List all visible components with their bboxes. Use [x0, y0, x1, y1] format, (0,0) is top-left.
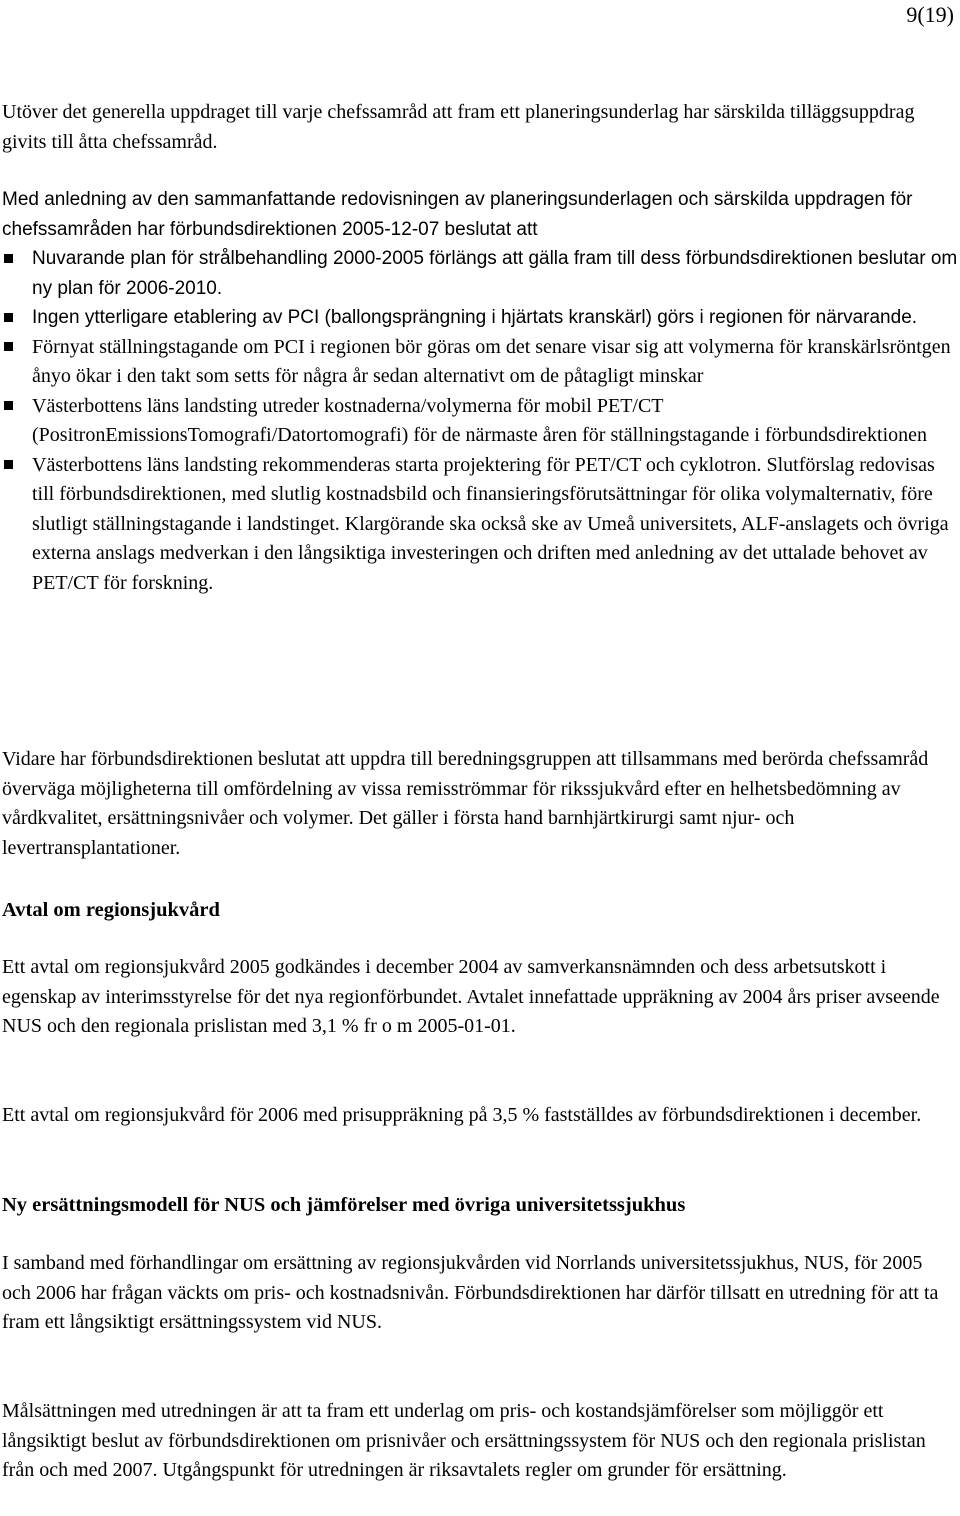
bullet-item [2, 451, 958, 599]
heading-avtal-om-regionsjukvard: Avtal om regionsjukvård [2, 899, 220, 921]
decision-bullet-list [2, 244, 958, 598]
square-bullet-icon [4, 401, 13, 410]
avtal-paragraph-1: Ett avtal om regionsjukvård 2005 godkändes i december 2004 av samverkansnämnden och dess arbetsutskott i egenskap av interimsstyrelse för det nya regionförbundet. Avtalet innefattade uppräkning av 2004 års priser avseende NUS och den regionala prislistan med 3,1 % fr o m 2005-01-01. [2, 956, 940, 1037]
square-bullet-icon [4, 460, 13, 469]
bullet-text: Nuvarande plan för strålbehandling 2000-2005 förlängs att gälla fram till dess förbundsdirektionen beslutar om ny plan för 2006-2010. [32, 248, 958, 299]
bullet-item [2, 333, 958, 392]
bullet-text: Västerbottens läns landsting utreder kostnaderna/volymerna för mobil PET/CT (PositronEmissionsTomografi/Datortomografi) för de närmaste åren för ställningstagande i förbundsdirektionen [32, 394, 928, 446]
rikssjukvard-paragraph: Vidare har förbundsdirektionen beslutat att uppdra till beredningsgruppen att tillsammans med berörda chefssamråd överväga möjligheterna till omfördelning av vissa remisströmmar för rikssjukvård efter en helhetsbedömning av vårdkvalitet, ersättningsnivåer och volymer. Det gäller i första hand barnhjärtkirurgi samt njur- och levertransplantationer. [2, 748, 929, 859]
bullet-item [2, 392, 958, 451]
square-bullet-icon [4, 313, 13, 322]
ersattning-paragraph-1: I samband med förhandlingar om ersättning av regionsjukvården vid Norrlands universitetssjukhus, NUS, för 2005 och 2006 har frågan väckts om pris- och kostnadsnivån. Förbundsdirektionen har därför tillsatt en utredning för att ta fram ett långsiktigt ersättningssystem vid NUS. [2, 1252, 939, 1333]
heading-ny-ersattningsmodell: Ny ersättningsmodell för NUS och jämförelser med övriga universitetssjukhus [2, 1194, 686, 1216]
bullet-item [2, 244, 958, 303]
page-number: 9(19) [906, 2, 954, 27]
ersattning-paragraph-2: Målsättningen med utredningen är att ta fram ett underlag om pris- och kostandsjämförelser som möjliggör ett långsiktigt beslut av förbundsdirektionen om prisnivåer och ersättningssystem för NUS och den regionala prislistan från och med 2007. Utgångspunkt för utredningen är riksavtalets regler om grunder för ersättning. [2, 1400, 926, 1481]
square-bullet-icon [4, 254, 13, 263]
bullet-text: Förnyat ställningstagande om PCI i regionen bör göras om det senare visar sig att volymerna för kranskärlsröntgen ånyo ökar i den takt som setts för några år sedan alternativt om de påtagligt minskar [32, 335, 951, 387]
square-bullet-icon [4, 342, 13, 351]
bullet-item [2, 303, 958, 333]
bullet-text: Ingen ytterligare etablering av PCI (ballongsprängning i hjärtats kranskärl) görs i regionen för närvarande. [32, 307, 918, 328]
intro-paragraph: Utöver det generella uppdraget till varje chefssamråd att fram ett planeringsunderlag har särskilda tilläggsuppdrag givits till åtta chefssamråd. [2, 101, 915, 153]
bullet-text: Västerbottens läns landsting rekommenderas starta projektering för PET/CT och cyklotron. Slutförslag redovisas till förbundsdirektionen, med slutlig kostnadsbild och finansieringsförutsättningar för olika volymalternativ, före slutligt ställningstagande i landstinget. Klargörande ska också ske av Umeå universitets, ALF-anslagets och övriga externa anslags medverkan i den långsiktiga investeringen och driften med anledning av det uttalade behovet av PET/CT för forskning. [32, 453, 949, 594]
avtal-paragraph-2: Ett avtal om regionsjukvård för 2006 med prisuppräkning på 3,5 % fastställdes av förbundsdirektionen i december. [2, 1104, 922, 1126]
decision-intro-paragraph: Med anledning av den sammanfattande redovisningen av planeringsunderlagen och särskilda uppdragen för chefssamråden har förbundsdirektionen 2005-12-07 beslutat att [2, 189, 913, 240]
